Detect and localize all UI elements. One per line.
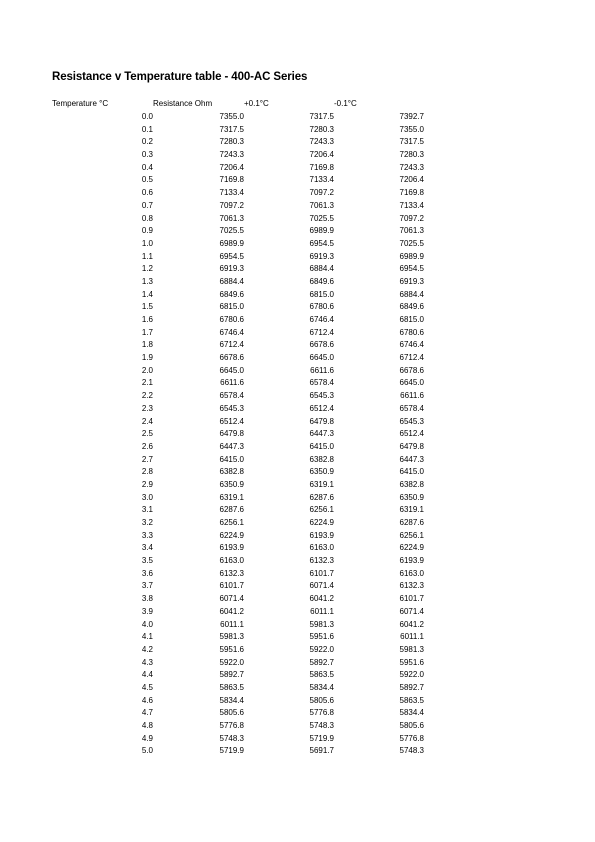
table-row [52, 517, 424, 530]
cell-resistance: 7097.2 [219, 200, 244, 210]
cell-resistance: 5951.6 [219, 644, 244, 654]
cell-temperature: 1.8 [141, 340, 153, 350]
table-row [52, 745, 424, 758]
cell-minus-tenth: 7355.0 [399, 124, 424, 134]
cell-minus-tenth: 7317.5 [399, 137, 424, 147]
table-row [52, 390, 424, 403]
table-row [52, 123, 424, 136]
cell-temperature: 2.1 [141, 378, 153, 388]
cell-minus-tenth: 7280.3 [399, 150, 424, 160]
cell-resistance: 6256.1 [219, 518, 244, 528]
cell-plus-tenth: 5691.7 [309, 746, 334, 756]
cell-plus-tenth: 7317.5 [309, 112, 334, 122]
cell-plus-tenth: 5981.3 [309, 619, 334, 629]
cell-temperature: 1.9 [141, 353, 153, 363]
table-row [52, 682, 424, 695]
table-row [52, 491, 424, 504]
cell-minus-tenth: 6193.9 [399, 556, 424, 566]
cell-plus-tenth: 7133.4 [309, 175, 334, 185]
cell-minus-tenth: 6512.4 [399, 429, 424, 439]
cell-minus-tenth: 6479.8 [399, 441, 424, 451]
cell-plus-tenth: 6287.6 [309, 492, 334, 502]
cell-minus-tenth: 7133.4 [399, 200, 424, 210]
cell-plus-tenth: 6382.8 [309, 454, 334, 464]
table-row [52, 606, 424, 619]
cell-plus-tenth: 6884.4 [309, 264, 334, 274]
cell-temperature: 0.5 [141, 175, 153, 185]
cell-plus-tenth: 6479.8 [309, 416, 334, 426]
cell-plus-tenth: 6989.9 [309, 226, 334, 236]
cell-minus-tenth: 6101.7 [399, 594, 424, 604]
resistance-table [52, 98, 424, 758]
table-row [52, 161, 424, 174]
cell-plus-tenth: 6919.3 [309, 251, 334, 261]
table-row [52, 428, 424, 441]
cell-plus-tenth: 7169.8 [309, 162, 334, 172]
cell-plus-tenth: 6319.1 [309, 479, 334, 489]
cell-plus-tenth: 5834.4 [309, 682, 334, 692]
cell-resistance: 5805.6 [219, 708, 244, 718]
cell-resistance: 7133.4 [219, 188, 244, 198]
cell-resistance: 7061.3 [219, 213, 244, 223]
cell-plus-tenth: 6746.4 [309, 315, 334, 325]
cell-temperature: 0.3 [141, 150, 153, 160]
cell-temperature: 4.2 [141, 644, 153, 654]
cell-minus-tenth: 5951.6 [399, 657, 424, 667]
cell-plus-tenth: 6350.9 [309, 467, 334, 477]
column-header-plus-tenth: +0.1°C [244, 99, 269, 109]
cell-temperature: 1.7 [141, 327, 153, 337]
table-row [52, 174, 424, 187]
cell-temperature: 1.5 [141, 302, 153, 312]
cell-minus-tenth: 5834.4 [399, 708, 424, 718]
cell-temperature: 1.1 [141, 251, 153, 261]
table-row [52, 212, 424, 225]
table-row [52, 238, 424, 251]
cell-resistance: 6989.9 [219, 238, 244, 248]
cell-resistance: 6815.0 [219, 302, 244, 312]
cell-minus-tenth: 5748.3 [399, 746, 424, 756]
cell-temperature: 3.6 [141, 568, 153, 578]
cell-plus-tenth: 6224.9 [309, 518, 334, 528]
cell-resistance: 6041.2 [219, 606, 244, 616]
cell-temperature: 3.4 [141, 543, 153, 553]
cell-plus-tenth: 5922.0 [309, 644, 334, 654]
cell-plus-tenth: 6611.6 [310, 365, 334, 375]
cell-temperature: 0.9 [141, 226, 153, 236]
cell-resistance: 6350.9 [219, 479, 244, 489]
cell-resistance: 6287.6 [219, 505, 244, 515]
cell-minus-tenth: 6545.3 [399, 416, 424, 426]
cell-resistance: 6678.6 [219, 353, 244, 363]
table-row [52, 618, 424, 631]
cell-resistance: 6415.0 [219, 454, 244, 464]
cell-temperature: 3.1 [141, 505, 153, 515]
cell-temperature: 0.8 [141, 213, 153, 223]
cell-minus-tenth: 6712.4 [399, 353, 424, 363]
column-header-resistance: Resistance Ohm [153, 99, 213, 109]
table-row [52, 504, 424, 517]
cell-minus-tenth: 6071.4 [399, 606, 424, 616]
cell-temperature: 1.2 [141, 264, 153, 274]
cell-temperature: 1.0 [141, 238, 153, 248]
table-row [52, 250, 424, 263]
table-row [52, 656, 424, 669]
table-row [52, 111, 424, 124]
table-row [52, 453, 424, 466]
cell-resistance: 6645.0 [219, 365, 244, 375]
cell-temperature: 5.0 [141, 746, 153, 756]
cell-minus-tenth: 6884.4 [399, 289, 424, 299]
cell-plus-tenth: 6415.0 [309, 441, 334, 451]
cell-resistance: 6319.1 [219, 492, 244, 502]
cell-plus-tenth: 7097.2 [309, 188, 334, 198]
cell-temperature: 4.8 [141, 721, 153, 731]
cell-minus-tenth: 7097.2 [399, 213, 424, 223]
cell-temperature: 4.9 [141, 733, 153, 743]
cell-resistance: 6919.3 [219, 264, 244, 274]
cell-plus-tenth: 5748.3 [309, 721, 334, 731]
cell-plus-tenth: 7280.3 [309, 124, 334, 134]
cell-plus-tenth: 7206.4 [309, 150, 334, 160]
cell-minus-tenth: 6350.9 [399, 492, 424, 502]
cell-temperature: 2.9 [141, 479, 153, 489]
cell-minus-tenth: 6224.9 [399, 543, 424, 553]
cell-plus-tenth: 6071.4 [309, 581, 334, 591]
cell-minus-tenth: 6415.0 [399, 467, 424, 477]
cell-minus-tenth: 6611.6 [400, 391, 424, 401]
cell-temperature: 3.2 [141, 518, 153, 528]
cell-minus-tenth: 6815.0 [399, 315, 424, 325]
cell-resistance: 5863.5 [219, 682, 244, 692]
cell-minus-tenth: 5981.3 [399, 644, 424, 654]
cell-plus-tenth: 6163.0 [309, 543, 334, 553]
cell-resistance: 6849.6 [219, 289, 244, 299]
cell-minus-tenth: 6954.5 [399, 264, 424, 274]
cell-minus-tenth: 6645.0 [399, 378, 424, 388]
cell-plus-tenth: 6512.4 [309, 403, 334, 413]
cell-plus-tenth: 6815.0 [309, 289, 334, 299]
cell-minus-tenth: 5805.6 [399, 721, 424, 731]
cell-plus-tenth: 6545.3 [309, 391, 334, 401]
cell-temperature: 2.2 [141, 391, 153, 401]
cell-temperature: 0.1 [141, 124, 153, 134]
cell-plus-tenth: 6101.7 [309, 568, 334, 578]
cell-resistance: 7206.4 [219, 162, 244, 172]
table-row [52, 225, 424, 238]
cell-minus-tenth: 6319.1 [399, 505, 424, 515]
table-row [52, 377, 424, 390]
cell-minus-tenth: 6132.3 [399, 581, 424, 591]
cell-minus-tenth: 6780.6 [399, 327, 424, 337]
cell-resistance: 6132.3 [219, 568, 244, 578]
table-row [52, 441, 424, 454]
table-header-row [52, 98, 424, 111]
cell-plus-tenth: 6193.9 [309, 530, 334, 540]
cell-plus-tenth: 5805.6 [309, 695, 334, 705]
cell-minus-tenth: 6989.9 [399, 251, 424, 261]
table-row [52, 326, 424, 339]
cell-temperature: 3.5 [141, 556, 153, 566]
table-row [52, 720, 424, 733]
cell-temperature: 2.4 [141, 416, 153, 426]
cell-plus-tenth: 5892.7 [309, 657, 334, 667]
cell-resistance: 6884.4 [219, 276, 244, 286]
cell-resistance: 6611.6 [220, 378, 244, 388]
cell-minus-tenth: 7061.3 [399, 226, 424, 236]
cell-minus-tenth: 7392.7 [399, 112, 424, 122]
cell-resistance: 6780.6 [219, 315, 244, 325]
cell-minus-tenth: 5922.0 [399, 670, 424, 680]
cell-plus-tenth: 5719.9 [309, 733, 334, 743]
table-body [52, 111, 424, 758]
cell-plus-tenth: 5863.5 [309, 670, 334, 680]
cell-resistance: 7243.3 [219, 150, 244, 160]
cell-minus-tenth: 6011.1 [400, 632, 424, 642]
cell-plus-tenth: 6645.0 [309, 353, 334, 363]
cell-temperature: 4.3 [141, 657, 153, 667]
cell-temperature: 1.4 [141, 289, 153, 299]
cell-temperature: 4.0 [141, 619, 153, 629]
column-header-temperature: Temperature °C [52, 99, 109, 109]
cell-minus-tenth: 6041.2 [399, 619, 424, 629]
table-row [52, 352, 424, 365]
table-row [52, 149, 424, 162]
cell-resistance: 6224.9 [219, 530, 244, 540]
table-row [52, 669, 424, 682]
table-row [52, 732, 424, 745]
cell-resistance: 6712.4 [219, 340, 244, 350]
cell-temperature: 0.2 [141, 137, 153, 147]
cell-resistance: 5834.4 [219, 695, 244, 705]
table-row [52, 200, 424, 213]
cell-temperature: 0.7 [141, 200, 153, 210]
cell-temperature: 0.0 [141, 112, 153, 122]
cell-minus-tenth: 6447.3 [399, 454, 424, 464]
cell-plus-tenth: 6849.6 [309, 276, 334, 286]
column-header-minus-tenth: -0.1°C [334, 99, 357, 109]
cell-temperature: 2.7 [141, 454, 153, 464]
cell-resistance: 6071.4 [219, 594, 244, 604]
cell-resistance: 6479.8 [219, 429, 244, 439]
cell-temperature: 2.0 [141, 365, 153, 375]
cell-temperature: 3.7 [141, 581, 153, 591]
table-row [52, 314, 424, 327]
table-row [52, 580, 424, 593]
cell-plus-tenth: 6447.3 [309, 429, 334, 439]
cell-temperature: 3.9 [141, 606, 153, 616]
cell-minus-tenth: 5892.7 [399, 682, 424, 692]
cell-resistance: 6011.1 [220, 619, 244, 629]
table-row [52, 263, 424, 276]
cell-temperature: 4.1 [141, 632, 153, 642]
cell-minus-tenth: 5776.8 [399, 733, 424, 743]
cell-plus-tenth: 6041.2 [309, 594, 334, 604]
cell-minus-tenth: 6849.6 [399, 302, 424, 312]
cell-plus-tenth: 5951.6 [309, 632, 334, 642]
cell-temperature: 0.6 [141, 188, 153, 198]
cell-minus-tenth: 6678.6 [399, 365, 424, 375]
cell-plus-tenth: 6132.3 [309, 556, 334, 566]
cell-resistance: 6954.5 [219, 251, 244, 261]
cell-resistance: 6447.3 [219, 441, 244, 451]
table-row [52, 403, 424, 416]
cell-minus-tenth: 7243.3 [399, 162, 424, 172]
cell-plus-tenth: 6011.1 [310, 606, 334, 616]
cell-minus-tenth: 6382.8 [399, 479, 424, 489]
cell-resistance: 5776.8 [219, 721, 244, 731]
cell-resistance: 5922.0 [219, 657, 244, 667]
cell-resistance: 7169.8 [219, 175, 244, 185]
table-row [52, 644, 424, 657]
cell-temperature: 4.4 [141, 670, 153, 680]
cell-minus-tenth: 5863.5 [399, 695, 424, 705]
cell-plus-tenth: 5776.8 [309, 708, 334, 718]
cell-resistance: 6163.0 [219, 556, 244, 566]
cell-plus-tenth: 7243.3 [309, 137, 334, 147]
cell-resistance: 5892.7 [219, 670, 244, 680]
cell-resistance: 6545.3 [219, 403, 244, 413]
table-row [52, 339, 424, 352]
cell-resistance: 7280.3 [219, 137, 244, 147]
table-row [52, 415, 424, 428]
table-row [52, 364, 424, 377]
cell-minus-tenth: 6746.4 [399, 340, 424, 350]
cell-temperature: 3.8 [141, 594, 153, 604]
table-row [52, 187, 424, 200]
cell-resistance: 6746.4 [219, 327, 244, 337]
document-title: Resistance v Temperature table - 400-AC Series [52, 71, 308, 83]
cell-temperature: 2.8 [141, 467, 153, 477]
cell-minus-tenth: 6578.4 [399, 403, 424, 413]
cell-temperature: 3.0 [141, 492, 153, 502]
table-row [52, 288, 424, 301]
cell-resistance: 6101.7 [219, 581, 244, 591]
cell-minus-tenth: 7169.8 [399, 188, 424, 198]
cell-temperature: 2.6 [141, 441, 153, 451]
cell-temperature: 4.5 [141, 682, 153, 692]
cell-resistance: 6578.4 [219, 391, 244, 401]
cell-temperature: 4.6 [141, 695, 153, 705]
cell-plus-tenth: 7025.5 [309, 213, 334, 223]
cell-resistance: 7317.5 [219, 124, 244, 134]
table-row [52, 593, 424, 606]
cell-plus-tenth: 7061.3 [309, 200, 334, 210]
cell-temperature: 1.3 [141, 276, 153, 286]
cell-plus-tenth: 6780.6 [309, 302, 334, 312]
cell-minus-tenth: 7025.5 [399, 238, 424, 248]
cell-plus-tenth: 6712.4 [309, 327, 334, 337]
cell-resistance: 6382.8 [219, 467, 244, 477]
table-row [52, 567, 424, 580]
cell-plus-tenth: 6578.4 [309, 378, 334, 388]
cell-resistance: 6193.9 [219, 543, 244, 553]
table-row [52, 555, 424, 568]
cell-temperature: 0.4 [141, 162, 153, 172]
cell-minus-tenth: 7206.4 [399, 175, 424, 185]
table-row [52, 276, 424, 289]
cell-resistance: 7025.5 [219, 226, 244, 236]
cell-resistance: 6512.4 [219, 416, 244, 426]
table-row [52, 466, 424, 479]
cell-temperature: 2.5 [141, 429, 153, 439]
cell-plus-tenth: 6954.5 [309, 238, 334, 248]
cell-resistance: 5981.3 [219, 632, 244, 642]
cell-minus-tenth: 6163.0 [399, 568, 424, 578]
table-row [52, 136, 424, 149]
table-row [52, 542, 424, 555]
cell-temperature: 4.7 [141, 708, 153, 718]
table-row [52, 301, 424, 314]
table-row [52, 694, 424, 707]
table-row [52, 631, 424, 644]
cell-resistance: 7355.0 [219, 112, 244, 122]
cell-resistance: 5748.3 [219, 733, 244, 743]
cell-temperature: 1.6 [141, 315, 153, 325]
cell-minus-tenth: 6919.3 [399, 276, 424, 286]
table-row [52, 529, 424, 542]
table-row [52, 707, 424, 720]
cell-minus-tenth: 6287.6 [399, 518, 424, 528]
cell-plus-tenth: 6256.1 [309, 505, 334, 515]
cell-plus-tenth: 6678.6 [309, 340, 334, 350]
table-row [52, 479, 424, 492]
cell-temperature: 3.3 [141, 530, 153, 540]
cell-resistance: 5719.9 [219, 746, 244, 756]
cell-minus-tenth: 6256.1 [399, 530, 424, 540]
cell-temperature: 2.3 [141, 403, 153, 413]
